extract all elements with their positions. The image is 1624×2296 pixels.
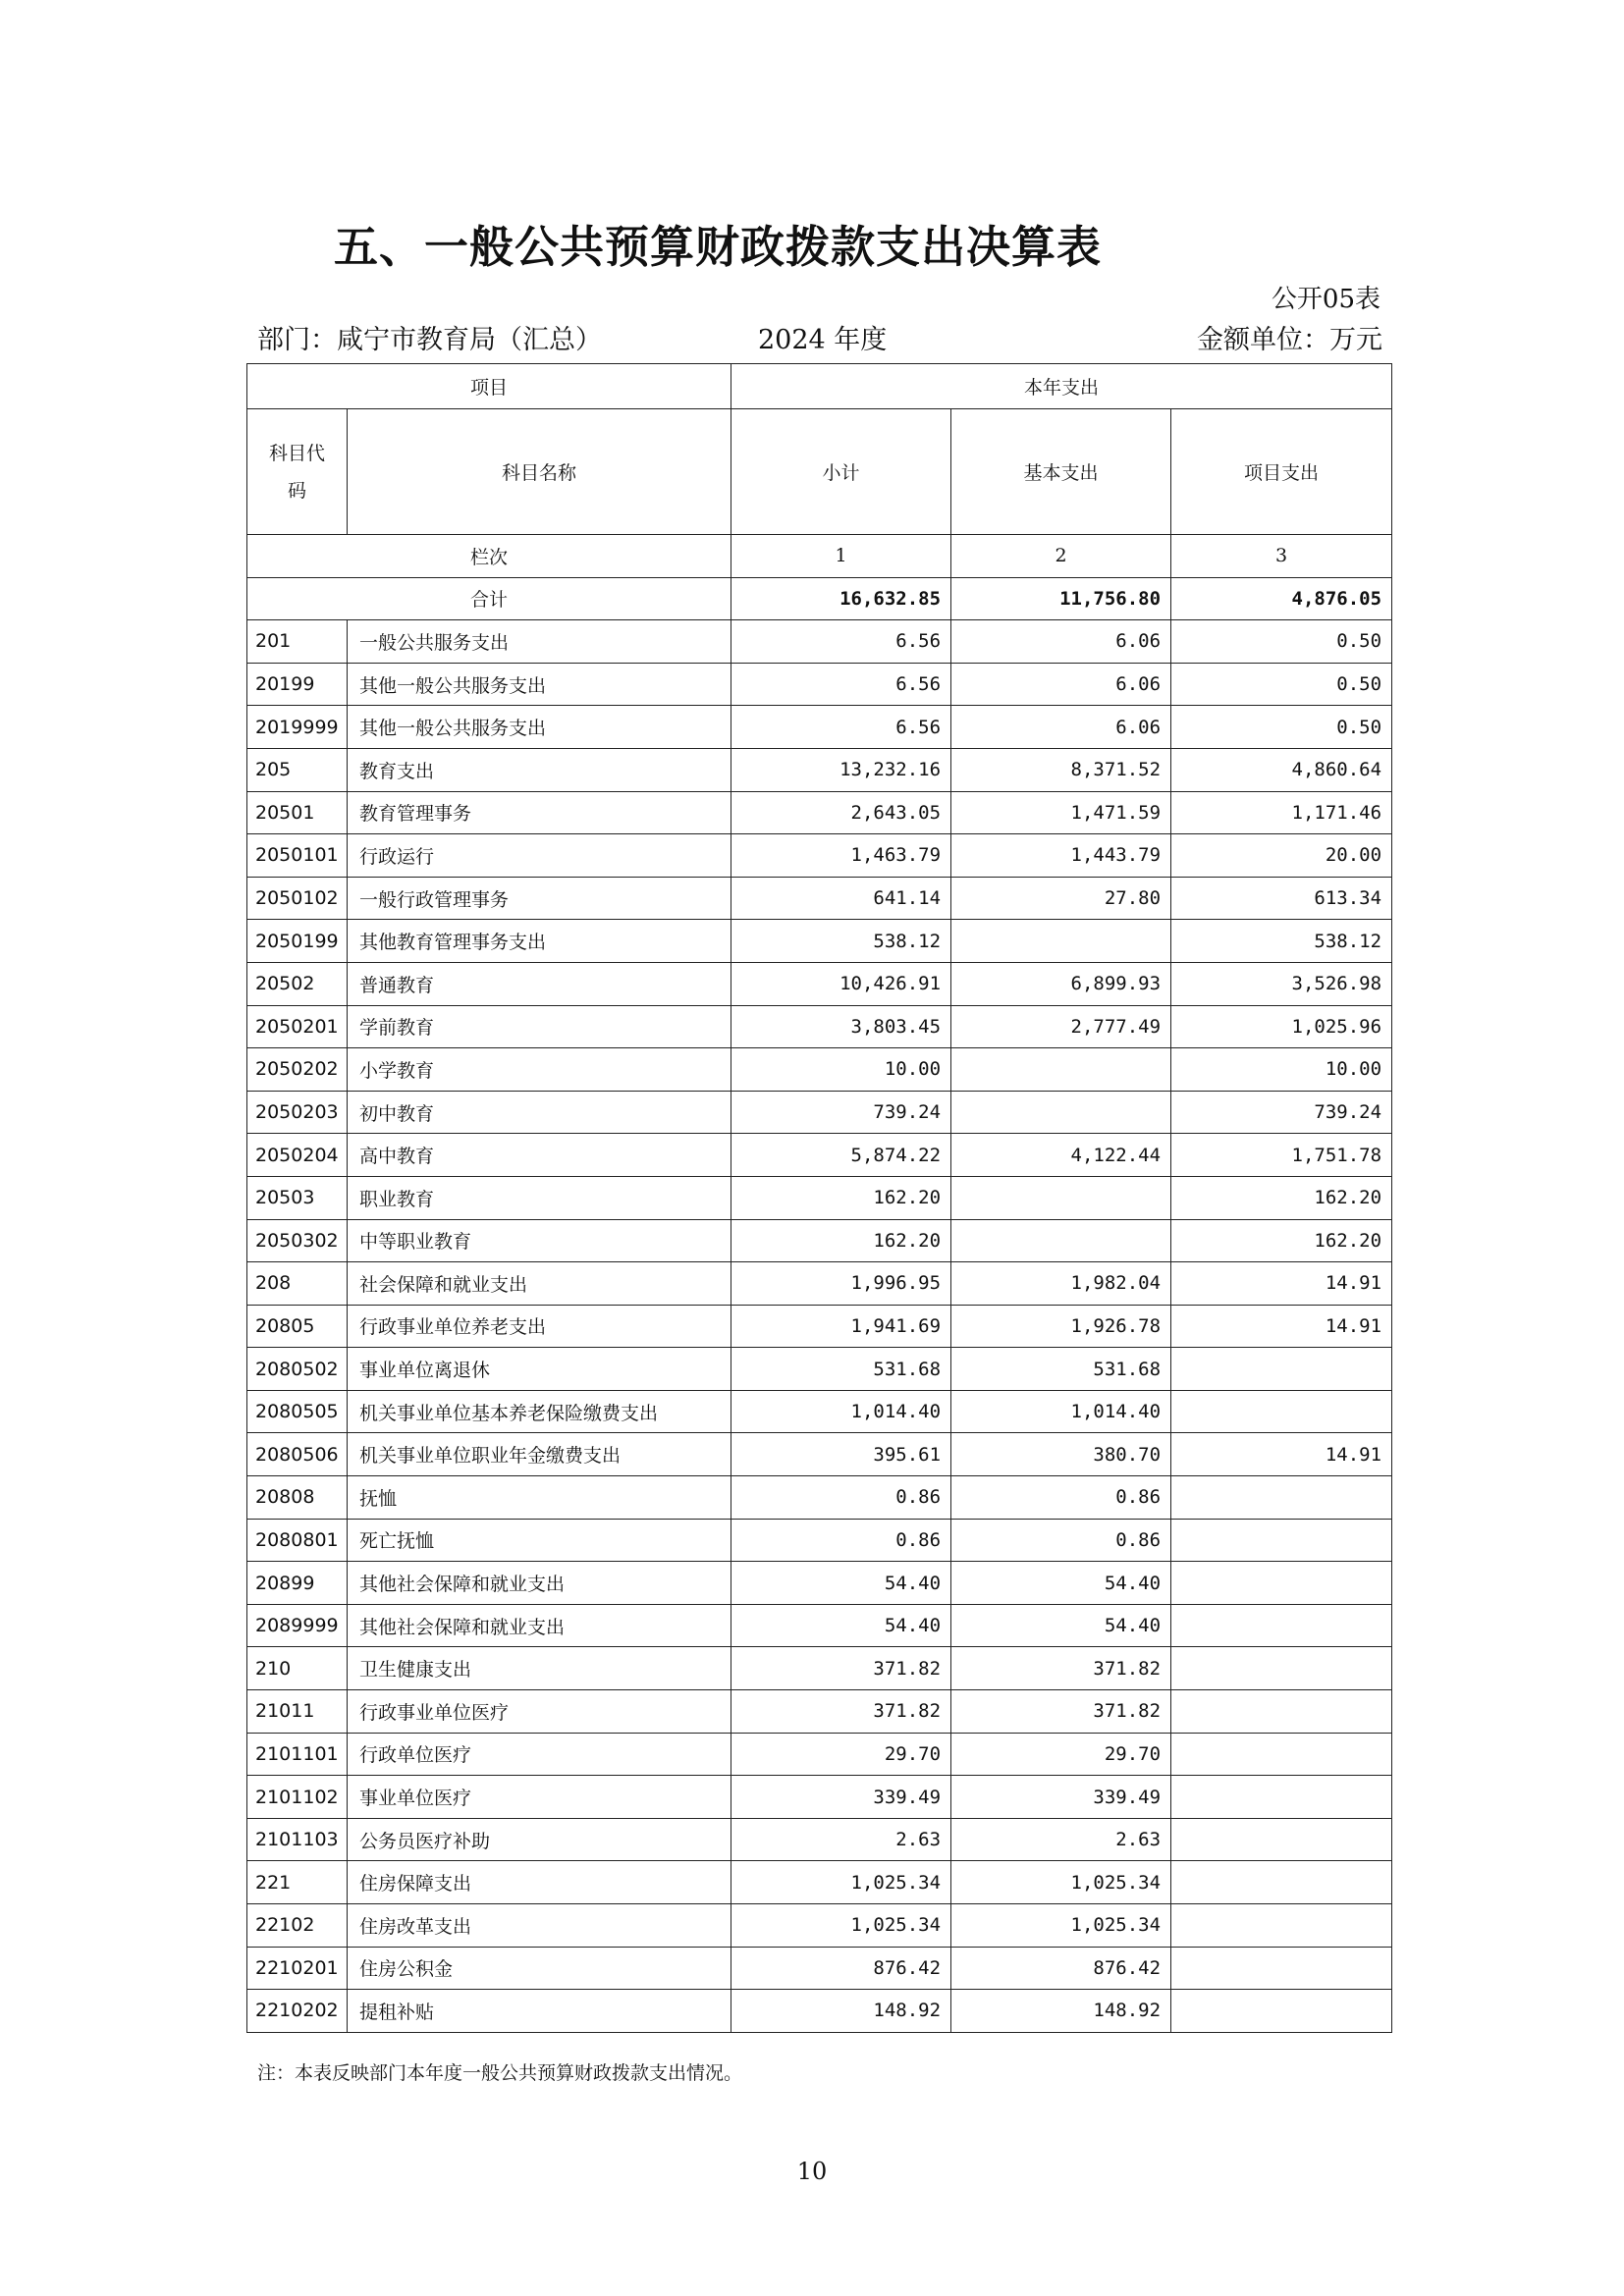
row-code: 2050202 xyxy=(247,1048,348,1092)
row-code: 20805 xyxy=(247,1305,348,1348)
row-basic: 2.63 xyxy=(951,1818,1171,1861)
header-current-year: 本年支出 xyxy=(731,364,1392,409)
row-name: 死亡抚恤 xyxy=(348,1519,731,1562)
row-basic: 6.06 xyxy=(951,706,1171,749)
row-project: 1,025.96 xyxy=(1171,1005,1392,1048)
row-name: 其他一般公共服务支出 xyxy=(348,706,731,749)
column-index-2: 2 xyxy=(951,535,1171,578)
row-project: 3,526.98 xyxy=(1171,962,1392,1005)
table-row xyxy=(247,1348,1392,1391)
row-project: 0.50 xyxy=(1171,663,1392,706)
form-number: 公开05表 xyxy=(1271,285,1380,314)
row-name: 机关事业单位基本养老保险缴费支出 xyxy=(348,1390,731,1433)
row-basic: 27.80 xyxy=(951,877,1171,920)
row-subtotal: 54.40 xyxy=(731,1604,951,1647)
row-name: 教育支出 xyxy=(348,748,731,791)
table-row xyxy=(247,1390,1392,1433)
row-code: 2210201 xyxy=(247,1947,348,1990)
row-code: 2101101 xyxy=(247,1733,348,1776)
row-project: 4,860.64 xyxy=(1171,748,1392,791)
row-name: 行政单位医疗 xyxy=(348,1733,731,1776)
row-name: 事业单位医疗 xyxy=(348,1776,731,1819)
row-name: 社会保障和就业支出 xyxy=(348,1262,731,1306)
row-basic: 371.82 xyxy=(951,1690,1171,1734)
header-row-2 xyxy=(247,409,1392,535)
row-basic xyxy=(951,1219,1171,1262)
total-row xyxy=(247,577,1392,620)
row-code: 2050204 xyxy=(247,1134,348,1177)
row-project: 162.20 xyxy=(1171,1176,1392,1219)
row-project xyxy=(1171,1990,1392,2033)
row-project xyxy=(1171,1947,1392,1990)
row-code: 2080505 xyxy=(247,1390,348,1433)
row-subtotal: 1,025.34 xyxy=(731,1861,951,1904)
table-row xyxy=(247,748,1392,791)
row-subtotal: 162.20 xyxy=(731,1219,951,1262)
row-name: 教育管理事务 xyxy=(348,791,731,834)
row-code: 2050102 xyxy=(247,877,348,920)
row-project xyxy=(1171,1647,1392,1690)
header-project: 项目 xyxy=(247,364,731,409)
table-row xyxy=(247,1476,1392,1520)
table-row xyxy=(247,1604,1392,1647)
row-subtotal: 6.56 xyxy=(731,620,951,664)
total-basic: 11,756.80 xyxy=(951,577,1171,620)
row-name: 一般行政管理事务 xyxy=(348,877,731,920)
table-row xyxy=(247,1818,1392,1861)
row-project: 1,171.46 xyxy=(1171,791,1392,834)
row-code: 2050302 xyxy=(247,1219,348,1262)
row-name: 小学教育 xyxy=(348,1048,731,1092)
row-basic xyxy=(951,920,1171,963)
row-basic: 531.68 xyxy=(951,1348,1171,1391)
row-subtotal: 1,996.95 xyxy=(731,1262,951,1306)
row-name: 行政事业单位医疗 xyxy=(348,1690,731,1734)
row-basic: 0.86 xyxy=(951,1476,1171,1520)
table-row xyxy=(247,1048,1392,1092)
table-row xyxy=(247,1262,1392,1306)
row-basic: 1,025.34 xyxy=(951,1904,1171,1948)
row-name: 事业单位离退休 xyxy=(348,1348,731,1391)
column-index-1: 1 xyxy=(731,535,951,578)
row-project: 1,751.78 xyxy=(1171,1134,1392,1177)
row-name: 一般公共服务支出 xyxy=(348,620,731,664)
row-project xyxy=(1171,1818,1392,1861)
row-project xyxy=(1171,1904,1392,1948)
row-code: 208 xyxy=(247,1262,348,1306)
row-code: 221 xyxy=(247,1861,348,1904)
row-subtotal: 54.40 xyxy=(731,1562,951,1605)
header-project-expense: 项目支出 xyxy=(1171,409,1392,535)
row-code: 2050203 xyxy=(247,1091,348,1134)
total-label: 合计 xyxy=(247,577,731,620)
row-basic: 54.40 xyxy=(951,1562,1171,1605)
row-basic: 1,471.59 xyxy=(951,791,1171,834)
row-subtotal: 1,463.79 xyxy=(731,834,951,878)
table-row xyxy=(247,962,1392,1005)
table-row xyxy=(247,1305,1392,1348)
row-basic: 380.70 xyxy=(951,1433,1171,1476)
row-project xyxy=(1171,1604,1392,1647)
row-subtotal: 148.92 xyxy=(731,1990,951,2033)
row-name: 职业教育 xyxy=(348,1176,731,1219)
row-basic: 339.49 xyxy=(951,1776,1171,1819)
row-subtotal: 538.12 xyxy=(731,920,951,963)
table-row xyxy=(247,877,1392,920)
row-subtotal: 1,014.40 xyxy=(731,1390,951,1433)
row-name: 行政运行 xyxy=(348,834,731,878)
row-basic: 2,777.49 xyxy=(951,1005,1171,1048)
column-index-row xyxy=(247,535,1392,578)
department-label: 部门：咸宁市教育局（汇总） xyxy=(257,325,602,355)
row-code: 2080506 xyxy=(247,1433,348,1476)
table-row xyxy=(247,1519,1392,1562)
row-code: 2089999 xyxy=(247,1604,348,1647)
row-code: 22102 xyxy=(247,1904,348,1948)
row-basic: 1,926.78 xyxy=(951,1305,1171,1348)
row-name: 抚恤 xyxy=(348,1476,731,1520)
row-name: 其他社会保障和就业支出 xyxy=(348,1562,731,1605)
row-basic: 1,014.40 xyxy=(951,1390,1171,1433)
page-number: 10 xyxy=(796,2158,828,2185)
row-project: 613.34 xyxy=(1171,877,1392,920)
table-row xyxy=(247,1904,1392,1948)
row-subtotal: 13,232.16 xyxy=(731,748,951,791)
row-code: 210 xyxy=(247,1647,348,1690)
row-basic: 6.06 xyxy=(951,620,1171,664)
row-name: 公务员医疗补助 xyxy=(348,1818,731,1861)
row-project: 10.00 xyxy=(1171,1048,1392,1092)
row-basic: 1,025.34 xyxy=(951,1861,1171,1904)
meta-line xyxy=(257,322,1382,359)
expenditure-table xyxy=(246,363,1392,2033)
row-name: 高中教育 xyxy=(348,1134,731,1177)
table-row xyxy=(247,1134,1392,1177)
row-name: 其他教育管理事务支出 xyxy=(348,920,731,963)
table-row xyxy=(247,1947,1392,1990)
row-code: 201 xyxy=(247,620,348,664)
row-project: 14.91 xyxy=(1171,1433,1392,1476)
row-basic: 6,899.93 xyxy=(951,962,1171,1005)
header-row-1 xyxy=(247,364,1392,409)
row-project xyxy=(1171,1348,1392,1391)
row-subtotal: 531.68 xyxy=(731,1348,951,1391)
row-name: 普通教育 xyxy=(348,962,731,1005)
row-code: 20502 xyxy=(247,962,348,1005)
row-project xyxy=(1171,1776,1392,1819)
row-name: 提租补贴 xyxy=(348,1990,731,2033)
row-subtotal: 10,426.91 xyxy=(731,962,951,1005)
row-subtotal: 2,643.05 xyxy=(731,791,951,834)
row-basic: 6.06 xyxy=(951,663,1171,706)
row-subtotal: 339.49 xyxy=(731,1776,951,1819)
row-code: 21011 xyxy=(247,1690,348,1734)
row-basic: 8,371.52 xyxy=(951,748,1171,791)
table-row xyxy=(247,791,1392,834)
table-row xyxy=(247,1990,1392,2033)
page-title: 五、一般公共预算财政拨款支出决算表 xyxy=(334,221,1103,273)
row-name: 其他一般公共服务支出 xyxy=(348,663,731,706)
row-project xyxy=(1171,1390,1392,1433)
row-code: 20199 xyxy=(247,663,348,706)
row-project xyxy=(1171,1733,1392,1776)
header-subtotal: 小计 xyxy=(731,409,951,535)
row-basic: 29.70 xyxy=(951,1733,1171,1776)
row-subtotal: 10.00 xyxy=(731,1048,951,1092)
row-code: 2101103 xyxy=(247,1818,348,1861)
row-code: 2050201 xyxy=(247,1005,348,1048)
row-code: 2050199 xyxy=(247,920,348,963)
row-subtotal: 162.20 xyxy=(731,1176,951,1219)
row-project: 20.00 xyxy=(1171,834,1392,878)
row-basic: 54.40 xyxy=(951,1604,1171,1647)
row-subtotal: 5,874.22 xyxy=(731,1134,951,1177)
table-row xyxy=(247,1091,1392,1134)
row-name: 其他社会保障和就业支出 xyxy=(348,1604,731,1647)
header-basic: 基本支出 xyxy=(951,409,1171,535)
row-project: 14.91 xyxy=(1171,1262,1392,1306)
row-project: 14.91 xyxy=(1171,1305,1392,1348)
row-basic xyxy=(951,1048,1171,1092)
table-row xyxy=(247,1776,1392,1819)
row-subtotal: 0.86 xyxy=(731,1519,951,1562)
row-code: 2050101 xyxy=(247,834,348,878)
row-project xyxy=(1171,1476,1392,1520)
row-basic: 371.82 xyxy=(951,1647,1171,1690)
row-subtotal: 6.56 xyxy=(731,706,951,749)
row-name: 行政事业单位养老支出 xyxy=(348,1305,731,1348)
row-basic xyxy=(951,1176,1171,1219)
row-code: 2080502 xyxy=(247,1348,348,1391)
row-name: 中等职业教育 xyxy=(348,1219,731,1262)
row-project: 0.50 xyxy=(1171,620,1392,664)
row-subtotal: 1,941.69 xyxy=(731,1305,951,1348)
row-name: 住房公积金 xyxy=(348,1947,731,1990)
row-name: 住房改革支出 xyxy=(348,1904,731,1948)
row-basic: 876.42 xyxy=(951,1947,1171,1990)
row-project xyxy=(1171,1690,1392,1734)
amount-unit: 金额单位：万元 xyxy=(1197,325,1382,355)
table-row xyxy=(247,1005,1392,1048)
table-row xyxy=(247,1562,1392,1605)
row-project xyxy=(1171,1562,1392,1605)
total-subtotal: 16,632.85 xyxy=(731,577,951,620)
row-subtotal: 641.14 xyxy=(731,877,951,920)
row-basic: 4,122.44 xyxy=(951,1134,1171,1177)
row-code: 2080801 xyxy=(247,1519,348,1562)
row-subtotal: 29.70 xyxy=(731,1733,951,1776)
row-code: 205 xyxy=(247,748,348,791)
row-subtotal: 371.82 xyxy=(731,1647,951,1690)
row-subtotal: 2.63 xyxy=(731,1818,951,1861)
row-basic: 148.92 xyxy=(951,1990,1171,2033)
row-basic: 1,443.79 xyxy=(951,834,1171,878)
row-code: 20503 xyxy=(247,1176,348,1219)
total-project: 4,876.05 xyxy=(1171,577,1392,620)
row-subtotal: 6.56 xyxy=(731,663,951,706)
row-name: 住房保障支出 xyxy=(348,1861,731,1904)
row-name: 卫生健康支出 xyxy=(348,1647,731,1690)
row-project xyxy=(1171,1519,1392,1562)
table-row xyxy=(247,1647,1392,1690)
row-code: 2210202 xyxy=(247,1990,348,2033)
row-basic: 1,982.04 xyxy=(951,1262,1171,1306)
table-row xyxy=(247,834,1392,878)
row-name: 学前教育 xyxy=(348,1005,731,1048)
row-subtotal: 371.82 xyxy=(731,1690,951,1734)
row-code: 2019999 xyxy=(247,706,348,749)
column-index-label: 栏次 xyxy=(247,535,731,578)
row-subtotal: 1,025.34 xyxy=(731,1904,951,1948)
table-row xyxy=(247,620,1392,664)
header-name: 科目名称 xyxy=(348,409,731,535)
table-row xyxy=(247,1433,1392,1476)
table-row xyxy=(247,1733,1392,1776)
row-subtotal: 3,803.45 xyxy=(731,1005,951,1048)
table-row xyxy=(247,1176,1392,1219)
row-subtotal: 739.24 xyxy=(731,1091,951,1134)
table-row xyxy=(247,920,1392,963)
row-project: 162.20 xyxy=(1171,1219,1392,1262)
row-project: 739.24 xyxy=(1171,1091,1392,1134)
fiscal-year: 2024 年度 xyxy=(758,325,888,355)
row-name: 初中教育 xyxy=(348,1091,731,1134)
table-row xyxy=(247,706,1392,749)
row-subtotal: 395.61 xyxy=(731,1433,951,1476)
footnote: 注：本表反映部门本年度一般公共预算财政拨款支出情况。 xyxy=(257,2062,743,2084)
row-subtotal: 0.86 xyxy=(731,1476,951,1520)
row-project: 538.12 xyxy=(1171,920,1392,963)
row-project: 0.50 xyxy=(1171,706,1392,749)
row-project xyxy=(1171,1861,1392,1904)
row-name: 机关事业单位职业年金缴费支出 xyxy=(348,1433,731,1476)
row-basic: 0.86 xyxy=(951,1519,1171,1562)
table-row xyxy=(247,1690,1392,1734)
table-row xyxy=(247,1861,1392,1904)
row-code: 2101102 xyxy=(247,1776,348,1819)
header-code: 科目代码 xyxy=(247,409,348,535)
column-index-3: 3 xyxy=(1171,535,1392,578)
table-row xyxy=(247,1219,1392,1262)
row-subtotal: 876.42 xyxy=(731,1947,951,1990)
row-basic xyxy=(951,1091,1171,1134)
row-code: 20899 xyxy=(247,1562,348,1605)
table-row xyxy=(247,663,1392,706)
row-code: 20808 xyxy=(247,1476,348,1520)
row-code: 20501 xyxy=(247,791,348,834)
